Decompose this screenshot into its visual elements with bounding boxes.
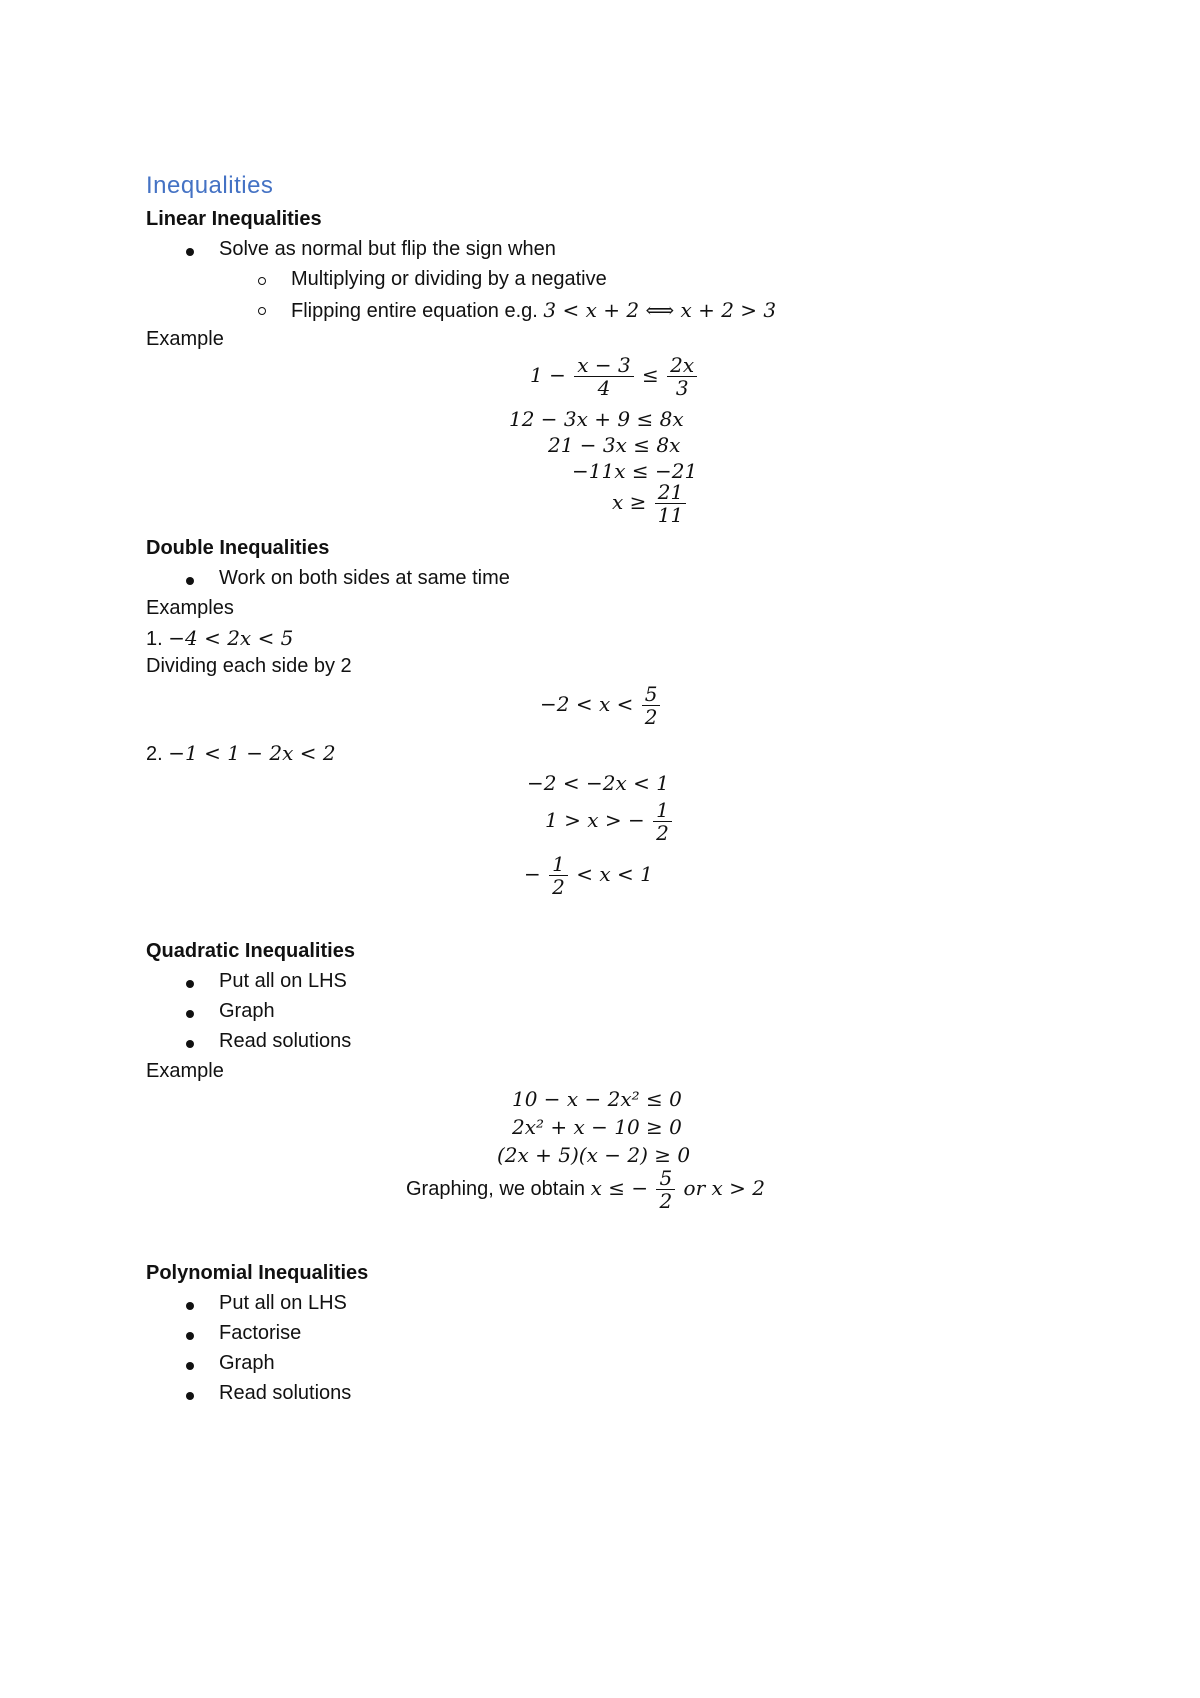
bullet-dot-icon	[186, 1392, 194, 1400]
linear-sub-bullet-2: Flipping entire equation e.g. 3 < x + 2 ⟺ x + 2 > 3	[0, 298, 1200, 324]
bullet-dot-icon	[186, 248, 194, 256]
linear-bullet-1: Solve as normal but flip the sign when	[0, 238, 1200, 264]
bullet-dot-icon	[186, 1332, 194, 1340]
double-bullet-1: Work on both sides at same time	[0, 567, 1200, 593]
quadratic-heading: Quadratic Inequalities	[146, 940, 355, 962]
polynomial-bullet-2: Factorise	[0, 1322, 1200, 1348]
double-heading: Double Inequalities	[146, 537, 330, 559]
linear-step-2: 12 − 3x + 9 ≤ 8x	[509, 407, 684, 431]
quadratic-step-2: 2x² + x − 10 ≥ 0	[512, 1115, 682, 1139]
polynomial-heading: Polynomial Inequalities	[146, 1262, 369, 1284]
bullet-dot-icon	[186, 1040, 194, 1048]
quadratic-bullet-1: Put all on LHS	[0, 970, 1200, 996]
quadratic-example-label: Example	[146, 1060, 224, 1082]
linear-heading: Linear Inequalities	[146, 208, 322, 230]
polynomial-bullet-3: Graph	[0, 1352, 1200, 1378]
linear-sub-bullet-1: Multiplying or dividing by a negative	[0, 268, 1200, 294]
bullet-dot-icon	[186, 1010, 194, 1018]
double-example-2-step-3: − $\frac{1}{2}$ < x < 1	[524, 852, 653, 899]
linear-example-label: Example	[146, 328, 224, 350]
linear-step-1: 1 − $\frac{x - 3}{4}$ ≤ $\frac{2x}{3}$	[530, 354, 699, 399]
linear-step-5: x ≥ $\frac{21}{11}$	[612, 481, 688, 526]
linear-step-3: 21 − 3x ≤ 8x	[548, 433, 681, 457]
quadratic-step-4: Graphing, we obtain x ≤ − $\frac{5}{2}$ or x > 2	[406, 1166, 765, 1213]
bullet-dot-icon	[186, 1302, 194, 1310]
linear-step-4: −11x ≤ −21	[572, 459, 698, 483]
quadratic-bullet-3: Read solutions	[0, 1030, 1200, 1056]
hollow-bullet-icon	[258, 307, 266, 315]
double-example-2-step-2: 1 > x > − $\frac{1}{2}$	[545, 799, 674, 844]
quadratic-step-3: (2x + 5)(x − 2) ≥ 0	[497, 1143, 691, 1167]
quadratic-step-1: 10 − x − 2x² ≤ 0	[512, 1087, 682, 1111]
hollow-bullet-icon	[258, 277, 266, 285]
double-example-2: 2. −1 < 1 − 2x < 2	[146, 741, 336, 765]
double-examples-label: Examples	[146, 597, 234, 619]
bullet-dot-icon	[186, 577, 194, 585]
bullet-dot-icon	[186, 1362, 194, 1370]
double-example-1-solution: −2 < x < $\frac{5}{2}$	[540, 683, 662, 728]
equation: 3 < x + 2 ⟺ x + 2 > 3	[543, 298, 777, 322]
bullet-dot-icon	[186, 980, 194, 988]
polynomial-bullet-1: Put all on LHS	[0, 1292, 1200, 1318]
double-example-2-step-1: −2 < −2x < 1	[527, 771, 669, 795]
quadratic-bullet-2: Graph	[0, 1000, 1200, 1026]
polynomial-bullet-4: Read solutions	[0, 1382, 1200, 1408]
page-title: Inequalities	[146, 172, 274, 199]
double-example-1: 1. −4 < 2x < 5	[146, 626, 294, 650]
double-example-1-note: Dividing each side by 2	[146, 655, 352, 677]
